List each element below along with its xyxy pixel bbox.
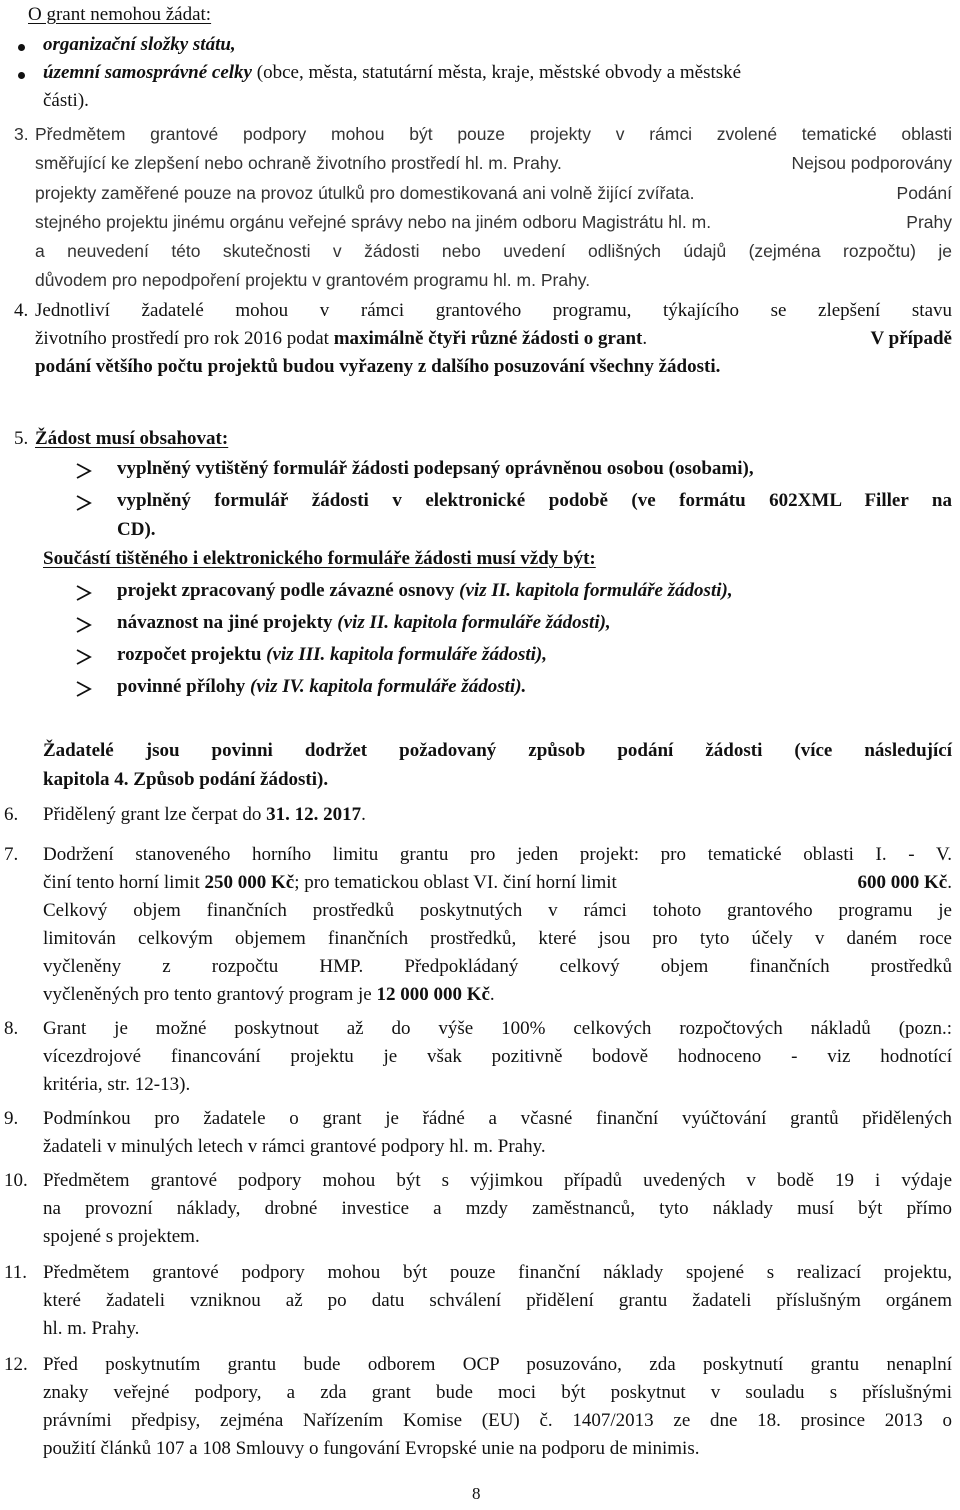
item-4-line: životního prostředí pro rok 2016 podat maximálně čtyři různé žádosti o grant. V případě xyxy=(35,328,952,349)
bullet-icon xyxy=(18,44,25,51)
item-12-line: právními předpisy, zejména Nařízením Komise (EU) č. 1407/2013 ze dne 18. prosince 2013 o xyxy=(43,1410,952,1431)
item-number: 3. xyxy=(14,124,29,144)
item-number: 11. xyxy=(4,1262,28,1283)
item-7-line: Celkový objem finančních prostředků poskytnutých v rámci tohoto grantového programu je xyxy=(43,900,952,921)
item-10-line: Předmětem grantové podpory mohou být s výjimkou případů uvedených v bodě 19 i výdaje xyxy=(43,1170,952,1191)
item-8-line: vícezdrojové financování projektu je však pozitivně bodově hodnoceno - viz hodnotící xyxy=(43,1046,952,1067)
item-11-line: které žadateli vzniknou až po datu schválení přidělení grantu žadateli příslušným orgánem xyxy=(43,1290,952,1311)
item-number: 12. xyxy=(4,1354,28,1375)
item-11-line: Předmětem grantové podpory mohou být pouze finanční náklady spojené s realizací projektu, xyxy=(43,1262,952,1283)
arrow-bullet-icon xyxy=(76,616,92,634)
item-11-line: hl. m. Prahy. xyxy=(43,1318,140,1339)
form-part-item: návaznost na jiné projekty (viz II. kapitola formuláře žádosti), xyxy=(117,612,611,633)
item-9-line: Podmínkou pro žadatele o grant je řádné a včasné finanční vyúčtování grantů přidělených xyxy=(43,1108,952,1129)
bullet-item: organizační složky státu, xyxy=(43,34,236,55)
item-number: 5. xyxy=(14,428,29,449)
item-3-line: důvodem pro nepodpoření projektu v grantovém programu hl. m. Prahy. xyxy=(35,270,591,290)
item-3-line: směřující ke zlepšení nebo ochraně životního prostředí hl. m. Prahy. Nejsou podporovány xyxy=(35,153,952,173)
item-number: 8. xyxy=(4,1018,19,1039)
item-6-line: Přidělený grant lze čerpat do 31. 12. 2017. xyxy=(43,804,366,825)
bullet-icon xyxy=(18,72,25,79)
bullet-item-continuation: části). xyxy=(43,90,89,111)
form-part-item: rozpočet projektu (viz III. kapitola formuláře žádosti), xyxy=(117,644,547,665)
item-9-line: žadateli v minulých letech v rámci grantové podpory hl. m. Prahy. xyxy=(43,1136,546,1157)
arrow-bullet-icon xyxy=(76,680,92,698)
item-number: 9. xyxy=(4,1108,19,1129)
item-number: 10. xyxy=(4,1170,28,1191)
arrow-bullet-icon xyxy=(76,462,92,480)
item-12-line: znaky veřejné podpory, a zda grant bude moci být poskytnut v souladu s příslušnými xyxy=(43,1382,952,1403)
item-number: 4. xyxy=(14,300,29,321)
ineligible-heading: O grant nemohou žádat: xyxy=(28,4,212,25)
item-3-line: stejného projektu jinému orgánu veřejné správy nebo na jiném odboru Magistrátu hl. m. Prahy xyxy=(35,212,952,232)
item-10-line: spojené s projektem. xyxy=(43,1226,200,1247)
item-7-line: vyčleněných pro tento grantový program je 12 000 000 Kč. xyxy=(43,984,495,1005)
form-part-item: povinné přílohy (viz IV. kapitola formuláře žádosti). xyxy=(117,676,527,697)
item-7-line: vyčleněny z rozpočtu HMP. Předpokládaný celkový objem finančních prostředků xyxy=(43,956,952,977)
item-4-line: Jednotliví žadatelé mohou v rámci grantového programu, týkajícího se zlepšení stavu xyxy=(35,300,952,321)
item-7-line: limitován celkovým objemem finančních prostředků, které jsou pro tyto účely v daném roce xyxy=(43,928,952,949)
item-number: 6. xyxy=(4,804,19,825)
item-7-line: činí tento horní limit 250 000 Kč; pro tematickou oblast VI. činí horní limit 600 000 Kč. xyxy=(43,872,952,893)
item-7-line: Dodržení stanoveného horního limitu grantu pro jeden projekt: pro tematické oblasti I. - V. xyxy=(43,844,952,865)
application-contents-heading: Žádost musí obsahovat: xyxy=(35,428,229,449)
item-4-line: podání většího počtu projektů budou vyřazeny z dalšího posuzování všechny žádosti. xyxy=(35,356,721,377)
item-3-line: Předmětem grantové podpory mohou být pouze projekty v rámci zvolené tematické oblasti xyxy=(35,124,952,144)
page-number: 8 xyxy=(472,1484,481,1503)
bullet-item: územní samosprávné celky (obce, města, statutární města, kraje, městské obvody a městské xyxy=(43,62,742,83)
arrow-bullet-icon xyxy=(76,584,92,602)
item-8-line: Grant je možné poskytnout až do výše 100% celkových rozpočtových nákladů (pozn.: xyxy=(43,1018,952,1039)
arrow-bullet-icon xyxy=(76,494,92,512)
item-10-line: na provozní náklady, drobné investice a mzdy zaměstnanců, tyto náklady musí být přímo xyxy=(43,1198,952,1219)
item-8-line: kritéria, str. 12-13). xyxy=(43,1074,191,1095)
required-item: vyplněný vytištěný formulář žádosti podepsaný oprávněnou osobou (osobami), xyxy=(117,458,754,479)
item-3-line: a neuvedení této skutečnosti v žádosti nebo uvedení odlišných údajů (zejména rozpočtu) je xyxy=(35,241,952,261)
item-12-line: použití článků 107 a 108 Smlouvy o fungování Evropské unie na podporu de minimis. xyxy=(43,1438,700,1459)
item-12-line: Před poskytnutím grantu bude odborem OCP posuzováno, zda poskytnutí grantu nenaplní xyxy=(43,1354,952,1375)
required-item: vyplněný formulář žádosti v elektronické podobě (ve formátu 602XML Filler na xyxy=(117,490,952,511)
required-item-continuation: CD). xyxy=(117,519,156,540)
item-number: 7. xyxy=(4,844,19,865)
arrow-bullet-icon xyxy=(76,648,92,666)
form-part-item: projekt zpracovaný podle závazné osnovy (viz II. kapitola formuláře žádosti), xyxy=(117,580,733,601)
submission-note: Žadatelé jsou povinni dodržet požadovaný způsob podání žádosti (více následující xyxy=(43,740,952,761)
form-contents-subheading: Součástí tištěného i elektronického formuláře žádosti musí vždy být: xyxy=(43,548,596,569)
submission-note: kapitola 4. Způsob podání žádosti). xyxy=(43,769,329,790)
item-3-line: projekty zaměřené pouze na provoz útulků pro domestikovaná ani volně žijící zvířata. Podání xyxy=(35,183,952,203)
